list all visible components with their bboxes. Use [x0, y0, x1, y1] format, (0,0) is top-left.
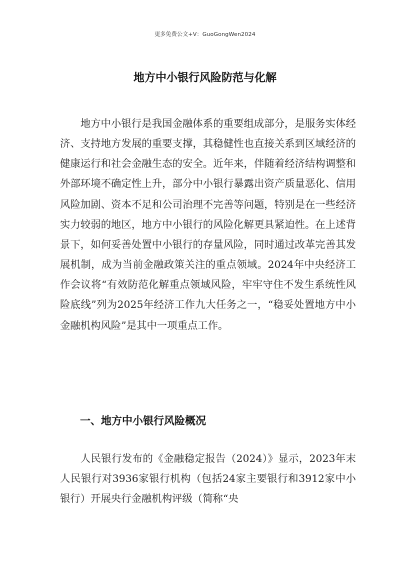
- section-heading: 一、地方中小银行风险概况: [80, 415, 206, 427]
- section-paragraph: 人民银行发布的《金融稳定报告（2024）》显示，2023年末人民银行对3936家银行机构（包括24家主要银行和3912家中小银行）开展央行金融机构评级（简称“央: [60, 454, 356, 506]
- header-note: 更多免费公文+V：GuoGongWen2024: [154, 32, 256, 38]
- document-title: 地方中小银行风险防范与化解: [133, 71, 277, 84]
- intro-paragraph: 地方中小银行是我国金融体系的重要组成部分，是服务实体经济、支持地方发展的重要支撑，其稳健性也直接关系到区域经济的健康运行和社会金融生态的安全。近年来，伴随着经济结构调整和外部环境不确定性上升，部分中小银行暴露出资产质量恶化、信用风险加剧、资本不足和公司治理不完善等问题，特别是在一些经济实力较弱的地区，地方中小银行的风险化解更具紧迫性。在上述背景下，如何妥善处置中小银行的存量风险，同时通过改革完善其发展机制，成为当前金融政策关注的重点领域。2024年中央经济工作会议将“有效防范化解重点领域风险，牢牢守住不发生系统性风险底线”列为2025年经济工作九大任务之一，“稳妥处置地方中小金融机构风险”是其中一项重点工作。: [60, 119, 356, 332]
